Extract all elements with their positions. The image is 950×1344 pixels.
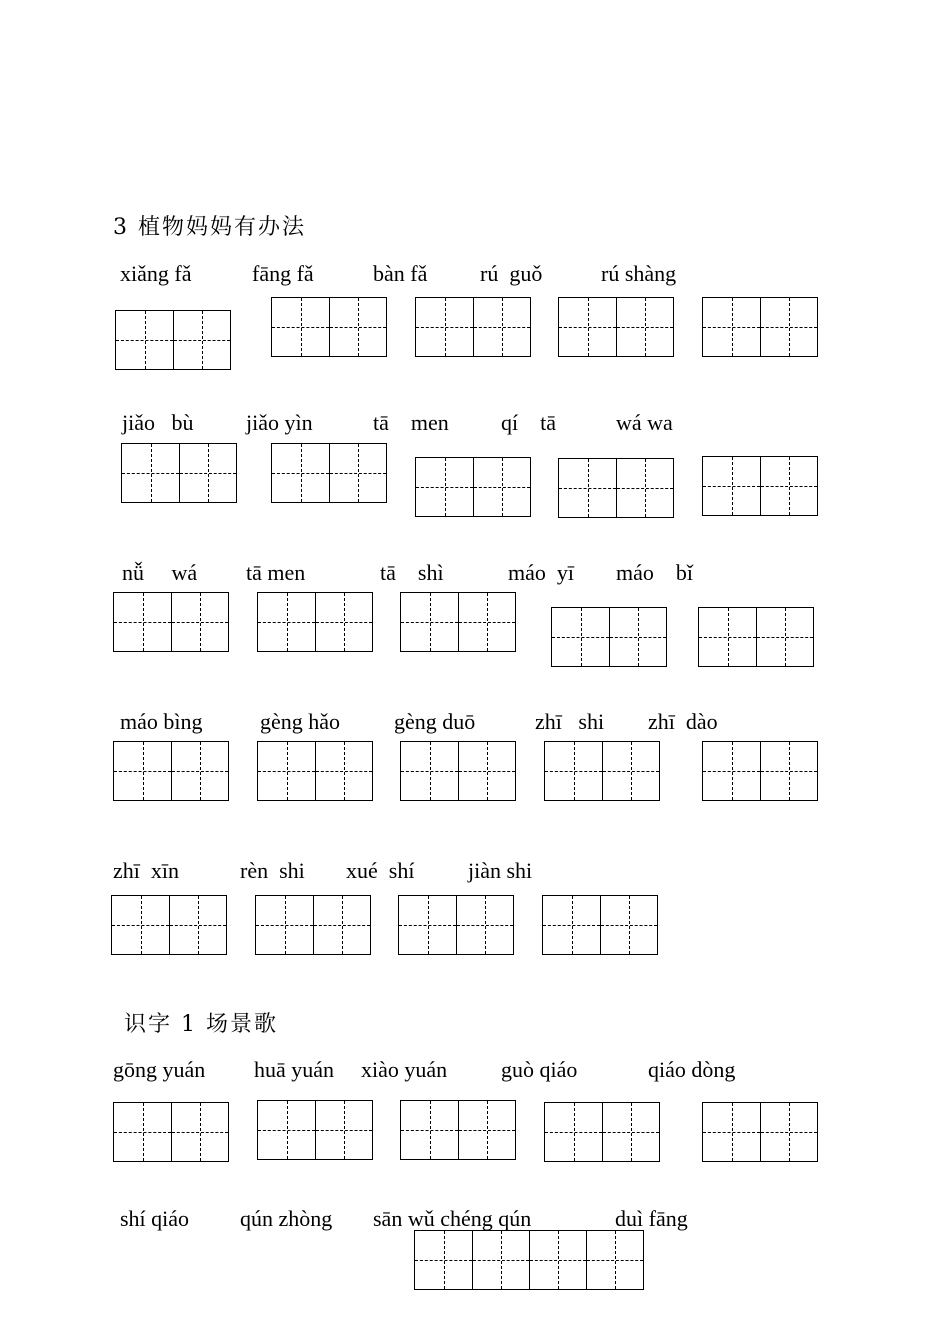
pinyin: gèng duō <box>394 709 476 734</box>
writing-grid[interactable] <box>702 297 818 357</box>
pinyin: rú shàng <box>601 261 677 286</box>
pinyin: guò qiáo <box>501 1057 578 1082</box>
pinyin: rèn shi <box>240 858 305 883</box>
pinyin: zhī xīn <box>113 858 179 883</box>
pinyin: tā men <box>373 410 449 435</box>
pinyin: jiǎo yìn <box>246 410 313 435</box>
pinyin: wá wa <box>616 410 673 435</box>
pinyin: qí tā <box>501 410 556 435</box>
writing-grid[interactable] <box>115 310 231 370</box>
lesson-title-2: 识字 1 场景歌 <box>124 1012 278 1037</box>
pinyin: qiáo dòng <box>648 1057 736 1082</box>
writing-grid[interactable] <box>121 443 237 503</box>
writing-grid[interactable] <box>113 741 229 801</box>
writing-grid[interactable] <box>702 741 818 801</box>
writing-grid[interactable] <box>544 1102 660 1162</box>
writing-grid[interactable] <box>400 1100 516 1160</box>
pinyin: sān wǔ chéng qún <box>373 1206 532 1231</box>
pinyin: jiàn shi <box>468 858 533 883</box>
writing-grid[interactable] <box>400 592 516 652</box>
writing-grid[interactable] <box>558 458 674 518</box>
writing-grid[interactable] <box>415 457 531 517</box>
writing-grid[interactable] <box>113 1102 229 1162</box>
pinyin: rú guǒ <box>480 261 543 286</box>
pinyin: máo yī <box>508 560 574 585</box>
pinyin: gèng hǎo <box>260 709 341 734</box>
pinyin: nǚ wá <box>122 560 198 585</box>
writing-grid[interactable] <box>257 741 373 801</box>
writing-grid[interactable] <box>544 741 660 801</box>
writing-grid[interactable] <box>414 1230 644 1290</box>
pinyin: zhī shi <box>535 709 605 734</box>
writing-grid[interactable] <box>551 607 667 667</box>
writing-grid[interactable] <box>255 895 371 955</box>
pinyin: xué shí <box>346 858 415 883</box>
writing-grid[interactable] <box>542 895 658 955</box>
writing-grid[interactable] <box>111 895 227 955</box>
pinyin: zhī dào <box>648 709 718 734</box>
pinyin: gōng yuán <box>113 1057 206 1082</box>
pinyin: máo bìng <box>120 709 203 734</box>
writing-grid[interactable] <box>257 592 373 652</box>
pinyin: qún zhòng <box>240 1206 333 1231</box>
writing-grid[interactable] <box>702 1102 818 1162</box>
pinyin: shí qiáo <box>120 1206 190 1231</box>
writing-grid[interactable] <box>415 297 531 357</box>
writing-grid[interactable] <box>271 443 387 503</box>
pinyin: fāng fǎ <box>252 261 314 286</box>
writing-grid[interactable] <box>698 607 814 667</box>
pinyin: tā men <box>246 560 306 585</box>
pinyin: máo bǐ <box>616 560 693 585</box>
pinyin: xiǎng fǎ <box>120 261 192 286</box>
lesson-title-1: 3 植物妈妈有办法 <box>113 215 306 240</box>
pinyin: bàn fǎ <box>373 261 428 286</box>
writing-grid[interactable] <box>257 1100 373 1160</box>
writing-grid[interactable] <box>113 592 229 652</box>
writing-grid[interactable] <box>271 297 387 357</box>
pinyin: xiào yuán <box>361 1057 448 1082</box>
writing-grid[interactable] <box>398 895 514 955</box>
pinyin: tā shì <box>380 560 444 585</box>
pinyin: huā yuán <box>254 1057 335 1082</box>
writing-grid[interactable] <box>558 297 674 357</box>
pinyin: duì fāng <box>615 1206 688 1231</box>
writing-grid[interactable] <box>702 456 818 516</box>
pinyin: jiǎo bù <box>122 410 194 435</box>
writing-grid[interactable] <box>400 741 516 801</box>
